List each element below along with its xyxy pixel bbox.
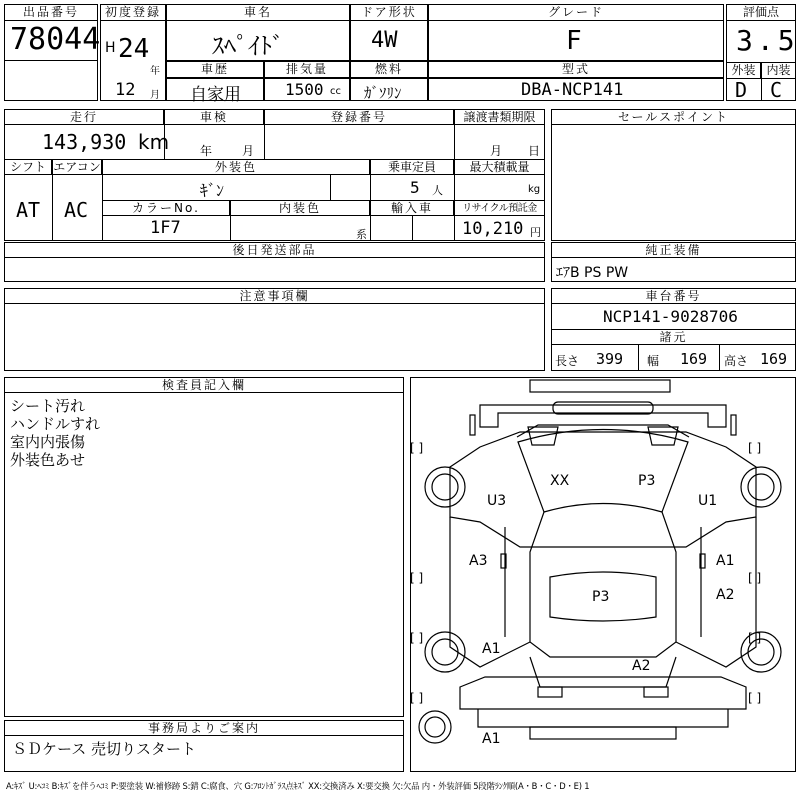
damage-mark: P3 [592,589,610,605]
import-sub [412,216,413,241]
damage-mark: A2 [632,658,651,674]
damage-mark: U3 [487,493,507,509]
disp-unit: cc [330,86,341,97]
sales-label: セールスポイント [551,109,796,125]
bracket-label: [ ] [410,691,424,705]
len-value: 399 [596,350,624,368]
grade-label: グレード [428,4,724,21]
equip-label: 純正装備 [551,242,796,258]
fuel-value: ｶﾞｿﾘﾝ [364,84,402,102]
office-label: 事務局よりご案内 [4,720,404,736]
ac-label: エアコン [53,160,101,174]
recycle-value: 10,210 [462,219,524,239]
legend-footer: A:ｷｽﾞ U:ﾍｺﾐ B:ｷｽﾞを伴うﾍｺﾐ P:要塗装 W:補修跡 S:錆 C:腐食、穴 G:ﾌﾛﾝﾄｶﾞﾗｽ点ｷｽﾞ XX:交換済み X:要交換 欠:欠品 内・外装評価 5段階ﾗﾝｸ順(A・B・C・D・E) 1 [6,781,590,791]
capacity-value: 5 [410,178,420,197]
model-label: 型式 [428,61,724,78]
color-no-label: カラーNo. [102,200,230,216]
interior-label: 内装色 [230,200,370,216]
wid-value: 169 [680,350,708,368]
disp-label: 排気量 [264,61,350,78]
ac-value: AC [64,198,89,222]
shift-value: AT [16,198,41,222]
inspector-line: 室内内張傷 [10,433,86,451]
inspector-line: 外装色あせ [10,451,86,469]
chassis-label: 車台番号 [551,288,796,304]
capacity-label: 乗車定員 [370,159,454,175]
damage-mark: A1 [716,553,735,569]
transfer-month: 月 [490,144,503,158]
damage-mark: A2 [716,587,735,603]
damage-mark: XX [550,473,570,489]
bracket-label: [ ] [410,571,424,585]
reg-year-unit: 年 [150,66,160,77]
bracket-label: [ ] [410,631,424,645]
later-label: 後日発送部品 [4,242,545,258]
capacity-unit: 人 [432,184,443,197]
color-no-value: 1F7 [150,218,181,238]
fuel-label: 燃料 [350,61,428,78]
recycle-unit: 円 [530,226,541,239]
car-diagram [410,377,796,772]
transfer-label: 譲渡書類期限 [454,109,545,125]
sales-box [551,109,796,241]
interior-unit: 系 [356,228,367,241]
chassis-value: NCP141-9028706 [603,307,738,326]
dims-sep2 [719,345,720,371]
regno-label: 登録番号 [264,109,454,125]
ext-grade-value: D [735,78,748,102]
wid-label: 幅 [647,354,660,368]
office-text: ＳＤケース 売切りスタート [12,740,197,758]
reg-month-unit: 月 [150,90,160,101]
score-label: 評価点 [726,4,796,21]
damage-mark: P3 [638,473,656,489]
caution-label: 注意事項欄 [4,288,545,304]
mileage-unit: km [138,130,170,154]
damage-mark: U1 [698,493,718,509]
damage-mark: A1 [482,731,501,747]
damage-mark: A1 [482,641,501,657]
lot-label: 出品番号 [4,4,98,21]
bracket-label: [ ] [410,441,424,455]
reg-month: 12 [115,80,136,100]
load-unit: kg [528,184,541,195]
grade-value: F [566,26,582,56]
dims-sep1 [638,345,639,371]
inspector-line: ハンドルすれ [10,415,101,433]
inspect-label: 車検 [164,109,264,125]
history-label: 車歴 [166,61,264,78]
grade-split [761,79,762,101]
load-label: 最大積載量 [454,159,545,175]
lot-number: 78044 [10,22,101,57]
era-mark: H [105,40,116,56]
inspect-month: 月 [242,144,255,158]
damage-mark: A3 [469,553,488,569]
inspector-line: シート汚れ [10,397,86,415]
exterior-label: 外装色 [102,159,370,175]
transfer-day: 日 [528,144,541,158]
car-name-value: ｽﾍﾟｲﾄﾞ [212,32,284,60]
ext-grade-label: 外装 [726,62,761,79]
door-value: 4W [371,28,398,53]
bracket-label: [ ] [748,571,762,585]
mileage-label: 走行 [4,109,164,125]
int-grade-label: 内装 [761,62,796,79]
int-grade-value: C [770,78,783,102]
reg-label: 初度登録 [100,4,166,21]
import-label: 輸入車 [370,200,454,216]
lot-divider [4,60,98,61]
len-label: 長さ [555,354,580,368]
shift-label: シフト [4,159,52,175]
exterior-value: ｷﾞﾝ [200,181,225,200]
history-value: 自家用 [190,85,241,105]
dims-label: 諸元 [551,329,796,345]
score-value: 3.5 [736,24,799,57]
bracket-label: [ ] [748,691,762,705]
model-value: DBA-NCP141 [521,80,624,100]
car-name-label: 車名 [166,4,350,21]
exterior-sub [330,175,331,200]
bracket-label: [ ] [748,631,762,645]
mileage-value: 143,930 [42,130,127,154]
bracket-label: [ ] [748,441,762,455]
disp-value: 1500 [285,80,324,99]
hgt-value: 169 [760,350,788,368]
equip-value: ｴｱB PS PW [556,265,629,281]
recycle-label: リサイクル預託金 [454,200,545,216]
inspector-label: 検査員記入欄 [4,377,404,393]
hgt-label: 高さ [724,354,749,368]
inspect-year: 年 [200,144,213,158]
door-label: ドア形状 [350,4,428,21]
reg-year: 24 [118,34,150,64]
